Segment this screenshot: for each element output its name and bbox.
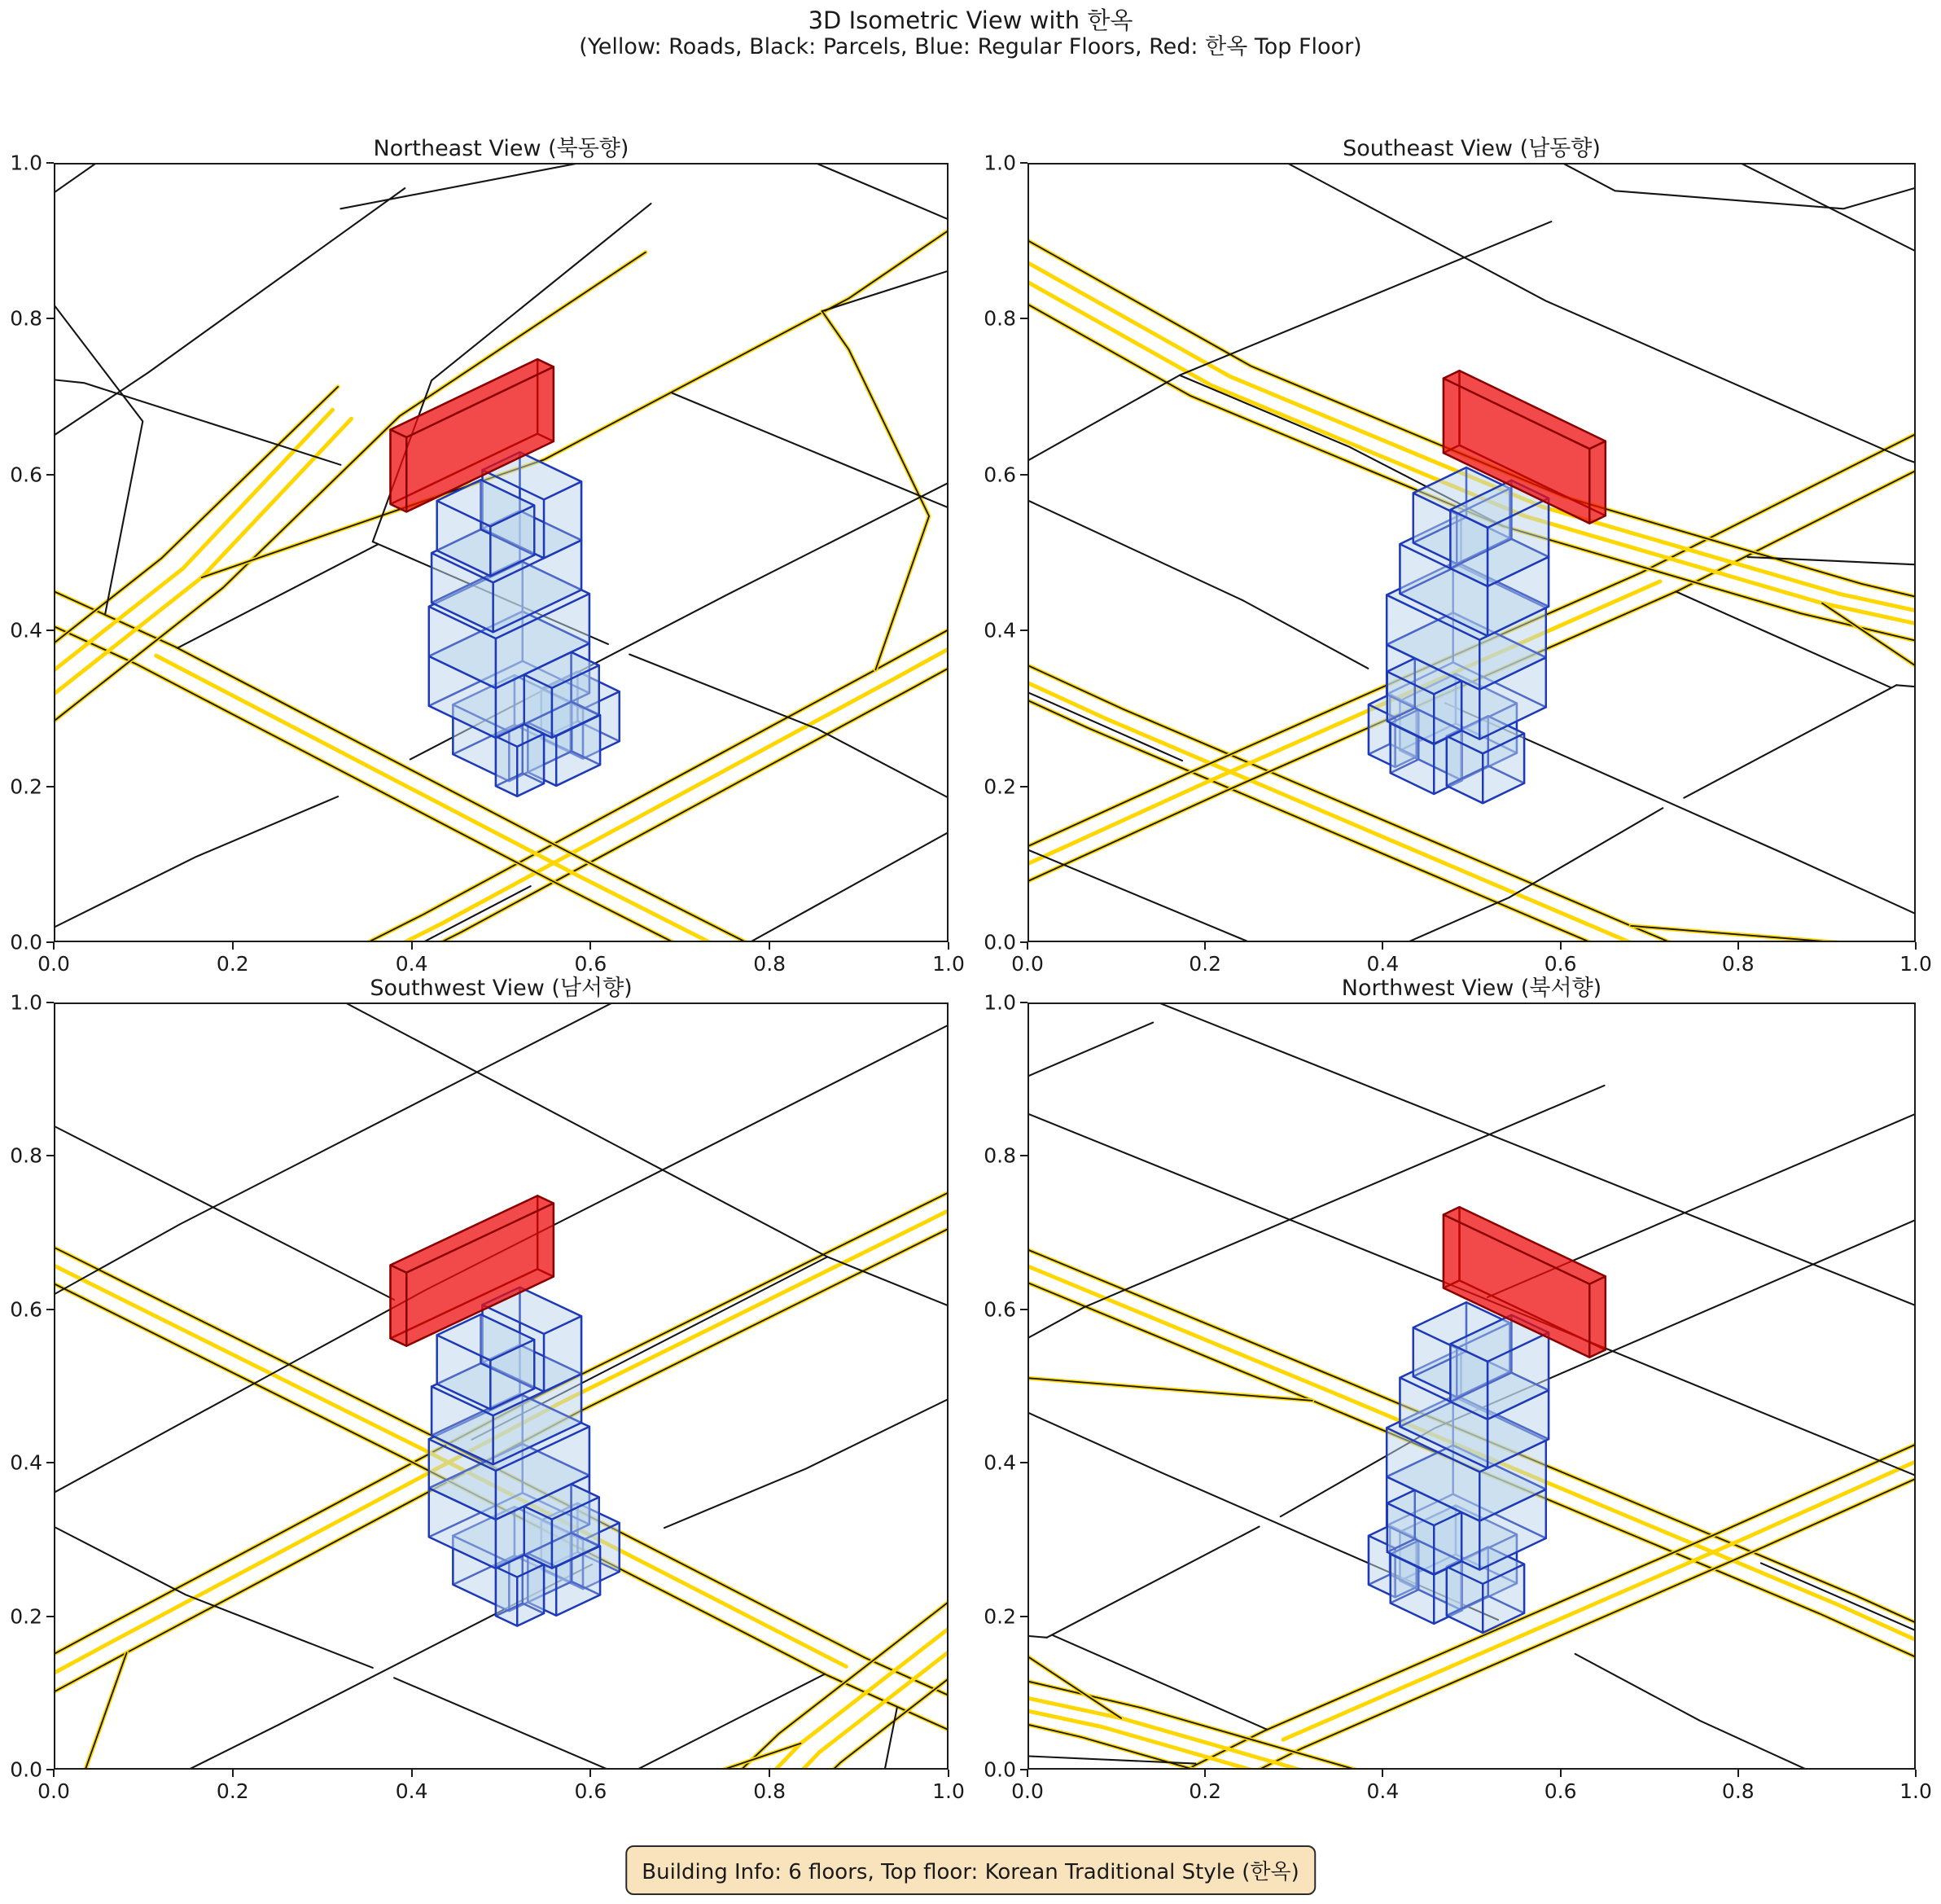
y-tick-mark	[1020, 1769, 1027, 1770]
y-tick-mark	[46, 1155, 54, 1156]
subplot-southeast	[984, 136, 1932, 976]
building-face	[391, 430, 407, 512]
x-tick-label: 0.6	[1544, 952, 1577, 976]
plot-area-southeast	[1027, 163, 1916, 942]
x-tick-mark	[769, 1770, 770, 1777]
y-tick-mark	[1020, 1002, 1027, 1003]
x-tick-mark	[232, 942, 234, 950]
y-tick-mark	[1020, 1309, 1027, 1310]
parcel-line	[598, 1421, 947, 1768]
y-tick-mark	[1020, 162, 1027, 164]
parcel-line	[1748, 478, 1914, 576]
y-tick-label: 1.0	[10, 151, 42, 175]
subplot-title-northwest: Northwest View (북서향)	[1341, 976, 1602, 1001]
y-tick-label: 0.8	[984, 306, 1016, 331]
y-tick-mark	[1020, 1462, 1027, 1463]
road-line	[651, 1302, 947, 1768]
parcel-line	[55, 1004, 795, 1768]
y-tick-mark	[46, 941, 54, 943]
subplot-northeast	[10, 136, 965, 976]
y-tick-mark	[46, 786, 54, 787]
x-tick-label: 0.2	[216, 952, 249, 976]
subplot-northwest	[984, 976, 1932, 1803]
x-tick-label: 0.4	[395, 1779, 428, 1803]
x-tick-mark	[1560, 1770, 1562, 1777]
x-tick-mark	[1915, 942, 1917, 950]
y-tick-mark	[46, 162, 54, 164]
x-tick-label: 1.0	[932, 952, 965, 976]
x-tick-label: 1.0	[932, 1779, 965, 1803]
x-tick-label: 0.2	[1189, 952, 1222, 976]
road-line	[1631, 900, 1914, 941]
x-tick-mark	[53, 1770, 55, 1777]
x-tick-label: 0.2	[216, 1779, 249, 1803]
parcel-line	[1029, 1023, 1153, 1577]
x-tick-mark	[589, 1770, 591, 1777]
y-tick-label: 0.2	[10, 1604, 42, 1629]
x-tick-mark	[1027, 1770, 1028, 1777]
road-line	[1822, 603, 1914, 941]
road-line	[1029, 581, 1660, 941]
y-tick-label: 0.2	[984, 1604, 1016, 1629]
building-face	[1589, 441, 1606, 524]
road-line	[669, 1311, 947, 1768]
y-tick-label: 0.4	[984, 618, 1016, 643]
x-tick-label: 0.8	[753, 1779, 786, 1803]
parcel-line	[1684, 685, 1896, 797]
x-tick-mark	[948, 942, 949, 950]
y-tick-label: 0.8	[10, 1143, 42, 1168]
y-tick-mark	[1020, 1616, 1027, 1617]
x-tick-mark	[1560, 942, 1562, 950]
y-tick-label: 0.4	[10, 618, 42, 643]
x-tick-label: 0.4	[1366, 1779, 1400, 1803]
parcel-line	[1790, 747, 1914, 941]
x-tick-mark	[1737, 942, 1739, 950]
y-tick-label: 0.4	[10, 1450, 42, 1475]
parcel-line	[55, 1514, 330, 1768]
parcel-line	[1047, 1527, 1260, 1638]
road-line	[55, 1744, 800, 1768]
x-tick-mark	[411, 1770, 413, 1777]
parcel-line	[1052, 1635, 1267, 1730]
y-tick-label: 0.0	[984, 1757, 1016, 1782]
road-edge-line	[1631, 900, 1914, 941]
y-tick-label: 0.2	[984, 774, 1016, 799]
parcel-line	[1896, 685, 1914, 818]
y-tick-mark	[46, 1002, 54, 1003]
subplot-title-southwest: Southwest View (남서향)	[370, 976, 633, 1001]
y-tick-mark	[1020, 474, 1027, 476]
subplot-title-southeast: Southeast View (남동향)	[1343, 136, 1601, 161]
y-tick-label: 0.2	[10, 774, 42, 799]
road-edge-line	[822, 311, 929, 669]
parcel-line	[1029, 1507, 1047, 1638]
subplot-title-northeast: Northeast View (북동향)	[373, 136, 629, 161]
x-tick-mark	[1382, 942, 1383, 950]
y-tick-label: 0.6	[984, 1297, 1016, 1322]
iso-canvas-northwest	[1029, 1004, 1914, 1768]
y-tick-mark	[46, 318, 54, 319]
x-tick-label: 0.0	[37, 952, 70, 976]
x-tick-label: 0.8	[753, 952, 786, 976]
road-edge-line	[1029, 1654, 1914, 1768]
parcel-line	[1029, 324, 1368, 669]
y-tick-mark	[46, 1616, 54, 1617]
x-tick-label: 0.0	[1011, 1779, 1044, 1803]
x-tick-mark	[53, 942, 55, 950]
y-tick-mark	[46, 1769, 54, 1770]
x-tick-mark	[769, 942, 770, 950]
parcel-line	[340, 165, 822, 208]
x-tick-label: 0.0	[1011, 952, 1044, 976]
road-edge-line	[55, 1744, 800, 1768]
x-tick-mark	[1737, 1770, 1739, 1777]
parcel-line	[175, 886, 531, 941]
x-tick-label: 0.8	[1721, 1779, 1755, 1803]
y-tick-label: 1.0	[984, 151, 1016, 175]
building-face	[1589, 1276, 1606, 1357]
y-tick-label: 0.4	[984, 1450, 1016, 1475]
x-tick-label: 1.0	[1899, 1779, 1932, 1803]
iso-canvas-northeast	[55, 165, 947, 941]
x-tick-label: 0.6	[574, 952, 607, 976]
x-tick-label: 1.0	[1899, 952, 1932, 976]
building-face	[391, 1265, 407, 1345]
y-tick-label: 0.0	[10, 1757, 42, 1782]
x-tick-mark	[1204, 1770, 1206, 1777]
y-tick-label: 0.0	[10, 930, 42, 954]
y-tick-mark	[1020, 630, 1027, 631]
y-tick-label: 1.0	[984, 990, 1016, 1015]
x-tick-label: 0.0	[37, 1779, 70, 1803]
parcel-line	[55, 1728, 502, 1768]
figure-subtitle: (Yellow: Roads, Black: Parcels, Blue: Regular Floors, Red: 한옥 Top Floor)	[579, 34, 1362, 59]
y-tick-mark	[46, 630, 54, 631]
y-tick-mark	[46, 474, 54, 476]
plot-area-southwest	[54, 1002, 949, 1770]
road-edge-line	[55, 387, 338, 941]
subplot-southwest	[10, 976, 965, 1803]
parcel-line	[664, 1187, 947, 1528]
parcel-line	[394, 1678, 629, 1768]
x-tick-mark	[411, 942, 413, 950]
y-tick-label: 0.8	[984, 1143, 1016, 1168]
parcel-line	[1676, 591, 1891, 687]
parcel-line	[1575, 1654, 1914, 1768]
y-tick-mark	[1020, 941, 1027, 943]
x-tick-label: 0.2	[1189, 1779, 1222, 1803]
x-tick-label: 0.4	[395, 952, 428, 976]
road-edge-line	[664, 1321, 947, 1768]
road-line	[822, 311, 929, 669]
x-tick-mark	[1382, 1770, 1383, 1777]
x-tick-label: 0.8	[1721, 952, 1755, 976]
figure-title: 3D Isometric View with 한옥	[808, 7, 1133, 34]
road-edge-line	[73, 1652, 180, 1768]
x-tick-mark	[1204, 942, 1206, 950]
parcel-line	[1551, 165, 1914, 644]
road-line	[73, 1652, 180, 1768]
iso-canvas-southeast	[1029, 165, 1914, 941]
iso-canvas-southwest	[55, 1004, 947, 1768]
x-tick-label: 0.6	[574, 1779, 607, 1803]
building-info-box: Building Info: 6 floors, Top floor: Korean Traditional Style (한옥)	[625, 1845, 1316, 1895]
parcel-line	[177, 544, 378, 647]
parcel-line	[55, 796, 338, 941]
y-tick-label: 0.6	[10, 463, 42, 487]
road-line	[55, 387, 338, 941]
parcel-line	[1029, 1622, 1801, 1768]
y-tick-mark	[1020, 318, 1027, 319]
road-line	[1029, 1654, 1914, 1768]
y-tick-mark	[46, 1309, 54, 1310]
y-tick-label: 1.0	[10, 990, 42, 1015]
y-tick-label: 0.6	[10, 1297, 42, 1322]
y-tick-label: 0.0	[984, 930, 1016, 954]
x-tick-mark	[1915, 1770, 1917, 1777]
parcel-line	[1029, 808, 1663, 941]
x-tick-mark	[232, 1770, 234, 1777]
road-line	[664, 1321, 947, 1768]
plot-area-northwest	[1027, 1002, 1916, 1770]
x-tick-mark	[589, 942, 591, 950]
y-tick-mark	[1020, 786, 1027, 787]
x-tick-mark	[948, 1770, 949, 1777]
y-tick-mark	[46, 1462, 54, 1463]
parcel-line	[822, 219, 947, 311]
y-tick-label: 0.6	[984, 463, 1016, 487]
y-tick-label: 0.8	[10, 306, 42, 331]
road-line	[1029, 1647, 1914, 1768]
y-tick-mark	[1020, 1155, 1027, 1156]
x-tick-mark	[1027, 942, 1028, 950]
x-tick-label: 0.6	[1544, 1779, 1577, 1803]
plot-area-northeast	[54, 163, 949, 942]
x-tick-label: 0.4	[1366, 952, 1400, 976]
